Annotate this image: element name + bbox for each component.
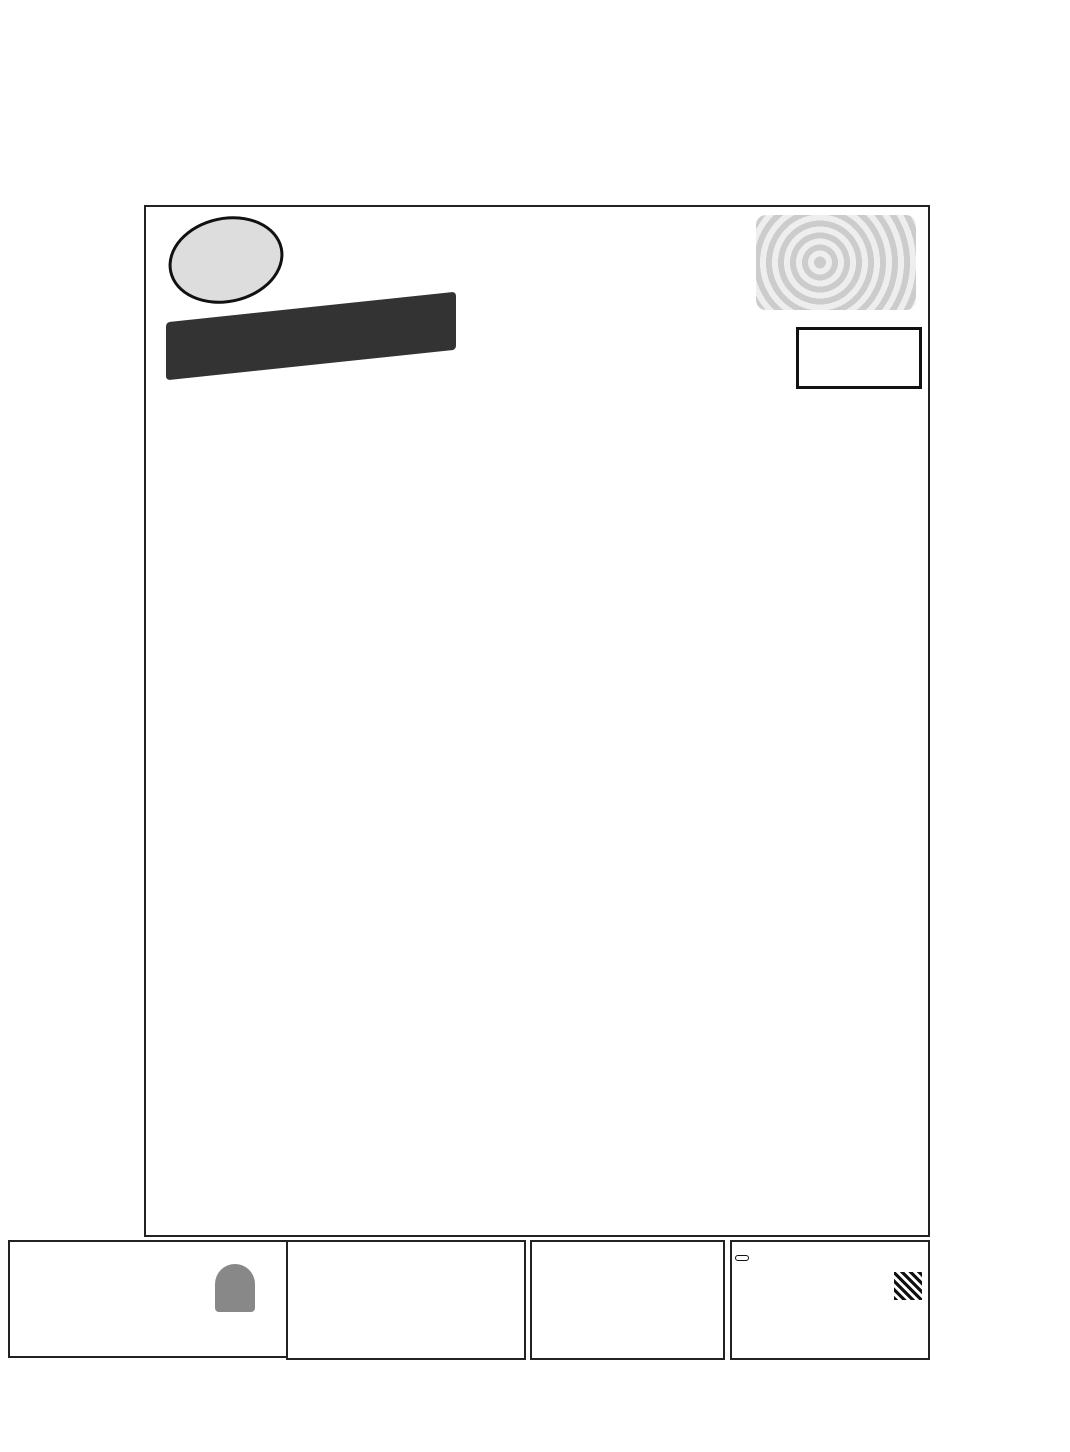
reassurance-burst [160, 206, 291, 314]
article-columns [154, 407, 924, 1227]
e-souzoku-search-button[interactable] [735, 1255, 749, 1261]
qr-code-icon [894, 1272, 922, 1300]
family-trust-ad [8, 1240, 293, 1358]
save-edition-badge [796, 327, 922, 389]
business-succession-box [286, 1240, 526, 1360]
flower-photo [756, 215, 916, 310]
lawyer-photo [215, 1264, 255, 1312]
basic-deduction-box [530, 1240, 725, 1360]
feature-article [144, 205, 930, 1237]
registration-banner [166, 292, 456, 380]
e-souzoku-box [730, 1240, 930, 1360]
